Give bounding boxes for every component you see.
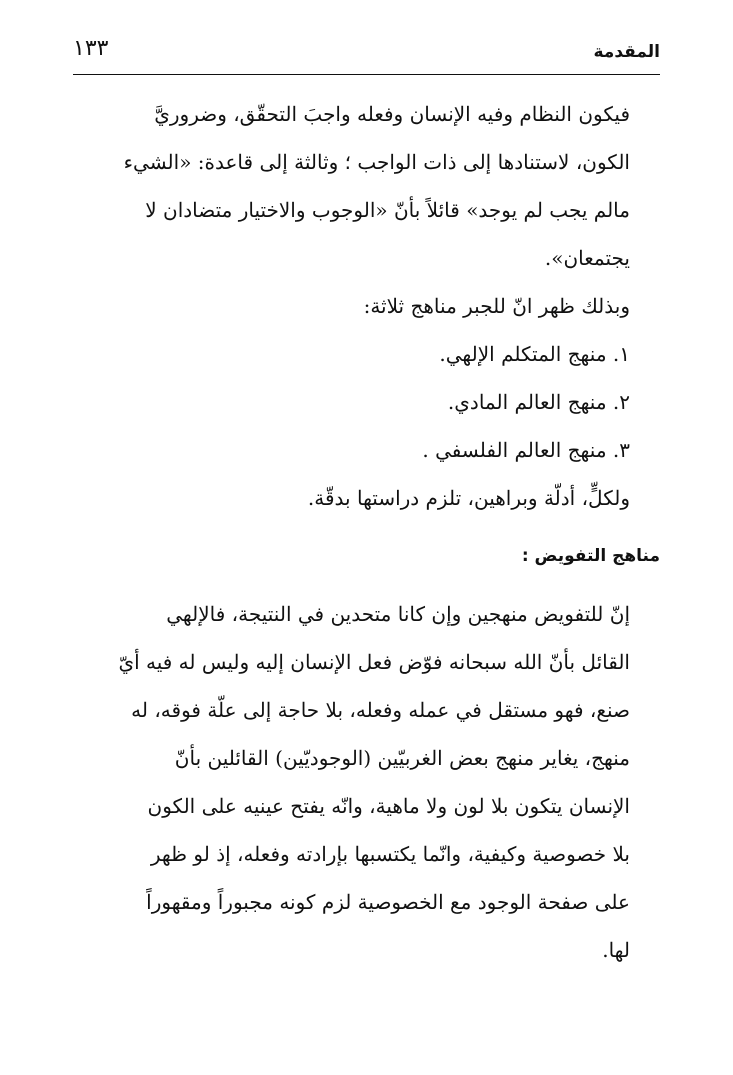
page-header	[73, 36, 660, 76]
list-item-2: ٢. منهج العالم المادي.	[447, 390, 630, 414]
text-line: مالم يجب لم يوجد» قائلاً بأنّ «الوجوب والاختيار متضادان لا	[145, 198, 630, 222]
header-rule	[73, 74, 660, 75]
text-line: القائل بأنّ الله سبحانه فوّض فعل الإنسان إليه وليس له فيه أيّ	[118, 650, 630, 674]
text-line: منهج، يغاير منهج بعض الغربيّين (الوجوديّين) القائلين بأنّ	[174, 746, 630, 770]
page-body	[80, 90, 660, 974]
list-item-1: ١. منهج المتكلم الإلهي.	[439, 342, 630, 366]
text-line: إنّ للتفويض منهجين وإن كانا متحدين في النتيجة، فالإلهي	[166, 602, 630, 626]
text-line: فيكون النظام وفيه الإنسان وفعله واجبَ التحقّق، وضروريَّ	[154, 102, 630, 126]
paragraph-1	[80, 90, 660, 282]
section-heading: مناهج التفويض :	[521, 546, 660, 566]
text-line: على صفحة الوجود مع الخصوصية لزم كونه مجبوراً ومقهوراً	[146, 890, 630, 914]
text-line: بلا خصوصية وكيفية، وانّما يكتسبها بإرادته وفعله، إذ لو ظهر	[150, 842, 630, 866]
text-line: صنع، فهو مستقل في عمله وفعله، بلا حاجة إلى علّة فوقه، له	[131, 698, 630, 722]
running-title: المقدمة	[593, 42, 660, 62]
paragraph-2-intro: وبذلك ظهر انّ للجبر مناهج ثلاثة:	[363, 294, 630, 318]
paragraph-4	[80, 590, 660, 974]
text-line: الإنسان يتكون بلا لون ولا ماهية، وانّه يفتح عينيه على الكون	[147, 794, 630, 818]
list-item-3: ٣. منهج العالم الفلسفي .	[422, 438, 630, 462]
page-number: ١٣٣	[73, 36, 109, 61]
text-line: يجتمعان».	[544, 246, 630, 270]
paragraph-3: ولكلٍّ، أدلّة وبراهين، تلزم دراستها بدقّة.	[307, 486, 630, 510]
text-line: لها.	[602, 938, 630, 962]
text-line: الكون، لاستنادها إلى ذات الواجب ؛ وثالثة إلى قاعدة: «الشيء	[123, 150, 630, 174]
